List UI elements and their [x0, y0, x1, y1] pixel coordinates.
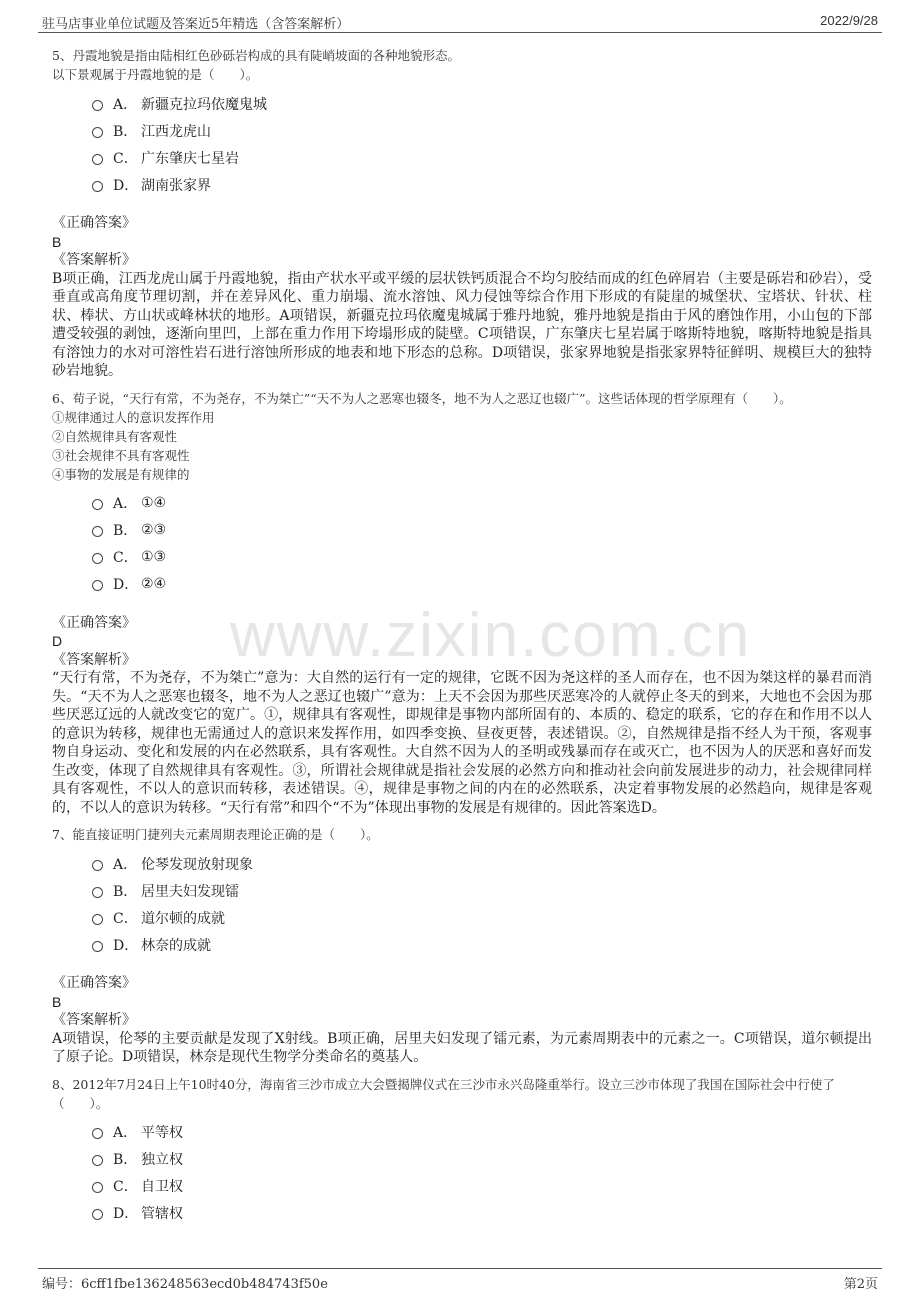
radio-icon[interactable]: [92, 1128, 103, 1139]
option-letter: D．: [113, 1206, 139, 1222]
analysis-label: 《答案解析》: [52, 651, 136, 668]
correct-answer: D: [52, 633, 63, 649]
answer-block: [52, 614, 872, 818]
option-letter: B．: [113, 523, 138, 539]
option-letter: D．: [113, 177, 139, 194]
option-text: ②④: [141, 576, 167, 592]
option-b[interactable]: [92, 1146, 872, 1173]
radio-icon[interactable]: [92, 914, 103, 925]
answer-block: [52, 974, 872, 1067]
radio-icon[interactable]: [92, 553, 103, 564]
option-a[interactable]: [92, 1119, 872, 1146]
radio-icon[interactable]: [92, 499, 103, 510]
option-a[interactable]: [92, 90, 872, 117]
question-list: [52, 46, 872, 1227]
correct-answer-label: 《正确答案》: [52, 975, 136, 991]
radio-icon[interactable]: [92, 887, 103, 898]
analysis-text: B项正确，江西龙虎山属于丹霞地貌，指由产状水平或平缓的层状铁钙质混合不均匀胶结而成的红色碎屑岩（主要是砾岩和砂岩），受垂直或高角度节理切割，并在差异风化、重力崩塌、流水溶蚀、风力侵蚀等综合作用下形成的有陡崖的城堡状、宝塔状、针状、柱状、棒状、方山状或峰林状的地形。A项错误，新疆克拉玛依魔鬼城属于雅丹地貌，雅丹地貌是指由于风的磨蚀作用，小山包的下部遭受较强的剥蚀，逐渐向里凹，上部在重力作用下垮塌形成的陡壁。C项错误，广东肇庆七星岩属于喀斯特地貌，喀斯特地貌是指具有溶蚀力的水对可溶性岩石进行溶蚀所形成的地表和地下形态的总称。D项错误，张家界地貌是指张家界特征鲜明、规模巨大的独特砂岩地貌。: [52, 270, 872, 379]
option-text: 居里夫妇发现镭: [141, 883, 239, 900]
radio-icon[interactable]: [92, 127, 103, 138]
document-id: 编号：6cff1fbe136248563ecd0b484743f50e: [42, 1277, 328, 1292]
correct-answer: B: [52, 233, 62, 250]
option-letter: D．: [113, 577, 139, 593]
option-d[interactable]: [92, 931, 872, 958]
option-text: 独立权: [141, 1152, 183, 1168]
correct-answer-label: 《正确答案》: [52, 614, 136, 631]
analysis-label: 《答案解析》: [52, 252, 136, 268]
option-d[interactable]: [92, 171, 872, 198]
option-c[interactable]: [92, 144, 872, 171]
option-letter: C．: [113, 910, 138, 927]
option-text: 伦琴发现放射现象: [141, 856, 253, 873]
option-text: 广东肇庆七星岩: [141, 150, 239, 167]
option-letter: A．: [113, 856, 138, 873]
question-8: [52, 1075, 872, 1227]
correct-answer: B: [52, 993, 62, 1010]
option-letter: B．: [113, 1152, 138, 1168]
analysis-text: A项错误，伦琴的主要贡献是发现了X射线。B项正确，居里夫妇发现了镭元素，为元素周期表中的元素之一。C项错误，道尔顿提出了原子论。D项错误，林奈是现代生物学分类命名的奠基人。: [52, 1030, 872, 1065]
answer-block: [52, 214, 872, 381]
radio-icon[interactable]: [92, 154, 103, 165]
option-text: 平等权: [141, 1125, 183, 1141]
option-text: 湖南张家界: [141, 177, 211, 194]
option-letter: B．: [113, 883, 138, 900]
option-text: ①③: [141, 549, 167, 565]
analysis-label: 《答案解析》: [52, 1012, 136, 1028]
correct-answer-label: 《正确答案》: [52, 215, 136, 231]
option-b[interactable]: [92, 517, 872, 544]
option-text: 林奈的成就: [141, 937, 211, 954]
option-letter: A．: [113, 1125, 138, 1141]
option-list: [92, 90, 872, 198]
radio-icon[interactable]: [92, 100, 103, 111]
statement-line: ②自然规律具有客观性: [52, 428, 178, 444]
question-stem: 8、2012年7月24日上午10时40分，海南省三沙市成立大会暨揭牌仪式在三沙市永兴岛隆重举行。设立三沙市体现了我国在国际社会中行使了（ ）。: [52, 1076, 835, 1111]
option-letter: A．: [113, 496, 138, 512]
option-text: 管辖权: [141, 1206, 183, 1222]
option-d[interactable]: [92, 571, 872, 598]
page-number: 第2页: [843, 1277, 878, 1292]
radio-icon[interactable]: [92, 1209, 103, 1220]
option-text: ①④: [141, 495, 167, 511]
option-a[interactable]: [92, 850, 872, 877]
document-date: 2022/9/28: [820, 13, 878, 28]
option-letter: C．: [113, 150, 138, 167]
analysis-text: “天行有常，不为尧存，不为桀亡”意为：大自然的运行有一定的规律，它既不因为尧这样的圣人而存在，也不因为桀这样的暴君而消失。“天不为人之恶寒也辍冬，地不为人之恶辽也辍广”意为：上天不会因为那些厌恶寒冷的人就停止冬天的到来，大地也不会因为那些厌恶辽远的人就改变它的宽广。①，规律具有客观性，即规律是事物内部所固有的、本质的、稳定的联系，它的存在和作用不以人的意识为转移，规律也无需通过人的意识来发挥作用，如四季变换、昼夜更替，表述错误。②，自然规律是指不经人为干预，客观事物自身运动、变化和发展的内在必然联系，具有客观性。大自然不因为人的圣明或残暴而存在或灭亡，也不因为人的厌恶和喜好而发生改变，体现了自然规律具有客观性。③，所谓社会规律就是指社会发展的必然方向和推动社会向前发展进步的动力，社会规律同样具有客观性，不以人的意识而转移，表述错误。④，规律是事物之间的内在的必然联系，决定着事物发展的必然趋向，规律是客观的，不以人的意识为转移。“天行有常”和四个“不为”体现出事物的发展是有规律的。因此答案选D。: [52, 670, 872, 816]
question-5: [52, 46, 872, 381]
watermark: www.zixin.com.cn: [230, 601, 752, 670]
radio-icon[interactable]: [92, 526, 103, 537]
question-stem: 7、能直接证明门捷列夫元素周期表理论正确的是（ ）。: [52, 827, 379, 842]
option-letter: C．: [113, 550, 138, 566]
radio-icon[interactable]: [92, 1182, 103, 1193]
question-6: [52, 389, 872, 818]
option-letter: B．: [113, 123, 138, 140]
radio-icon[interactable]: [92, 580, 103, 591]
option-letter: A．: [113, 96, 138, 113]
radio-icon[interactable]: [92, 941, 103, 952]
statement-line: ④事物的发展是有规律的: [52, 466, 190, 482]
option-c[interactable]: [92, 1173, 872, 1200]
option-c[interactable]: [92, 544, 872, 571]
option-text: 新疆克拉玛依魔鬼城: [141, 96, 267, 113]
option-text: 江西龙虎山: [141, 123, 211, 140]
radio-icon[interactable]: [92, 1155, 103, 1166]
document-title: 驻马店事业单位试题及答案近5年精选（含答案解析）: [42, 17, 350, 32]
question-stem: 6、荀子说，“天行有常，不为尧存，不为桀亡”“天不为人之恶寒也辍冬，地不为人之恶辽也辍广”。这些话体现的哲学原理有（ ）。: [52, 390, 792, 406]
question-stem-line2: 以下景观属于丹霞地貌的是（ ）。: [52, 67, 259, 82]
option-d[interactable]: [92, 1200, 872, 1227]
statement-line: ③社会规律不具有客观性: [52, 447, 190, 463]
option-list: [92, 490, 872, 598]
option-text: ②③: [141, 522, 167, 538]
option-a[interactable]: [92, 490, 872, 517]
option-text: 道尔顿的成就: [141, 910, 225, 927]
option-letter: D．: [113, 937, 139, 954]
radio-icon[interactable]: [92, 860, 103, 871]
question-stem: 5、丹霞地貌是指由陆相红色砂砾岩构成的具有陡峭坡面的各种地貌形态。: [52, 48, 460, 63]
option-text: 自卫权: [141, 1179, 183, 1195]
option-b[interactable]: [92, 877, 872, 904]
page-footer: [38, 1268, 882, 1291]
option-letter: C．: [113, 1179, 138, 1195]
option-list: [92, 1119, 872, 1227]
option-b[interactable]: [92, 117, 872, 144]
option-list: [92, 850, 872, 958]
statement-line: ①规律通过人的意识发挥作用: [52, 409, 215, 425]
radio-icon[interactable]: [92, 181, 103, 192]
option-c[interactable]: [92, 904, 872, 931]
question-7: [52, 825, 872, 1067]
page-header: [38, 10, 882, 33]
